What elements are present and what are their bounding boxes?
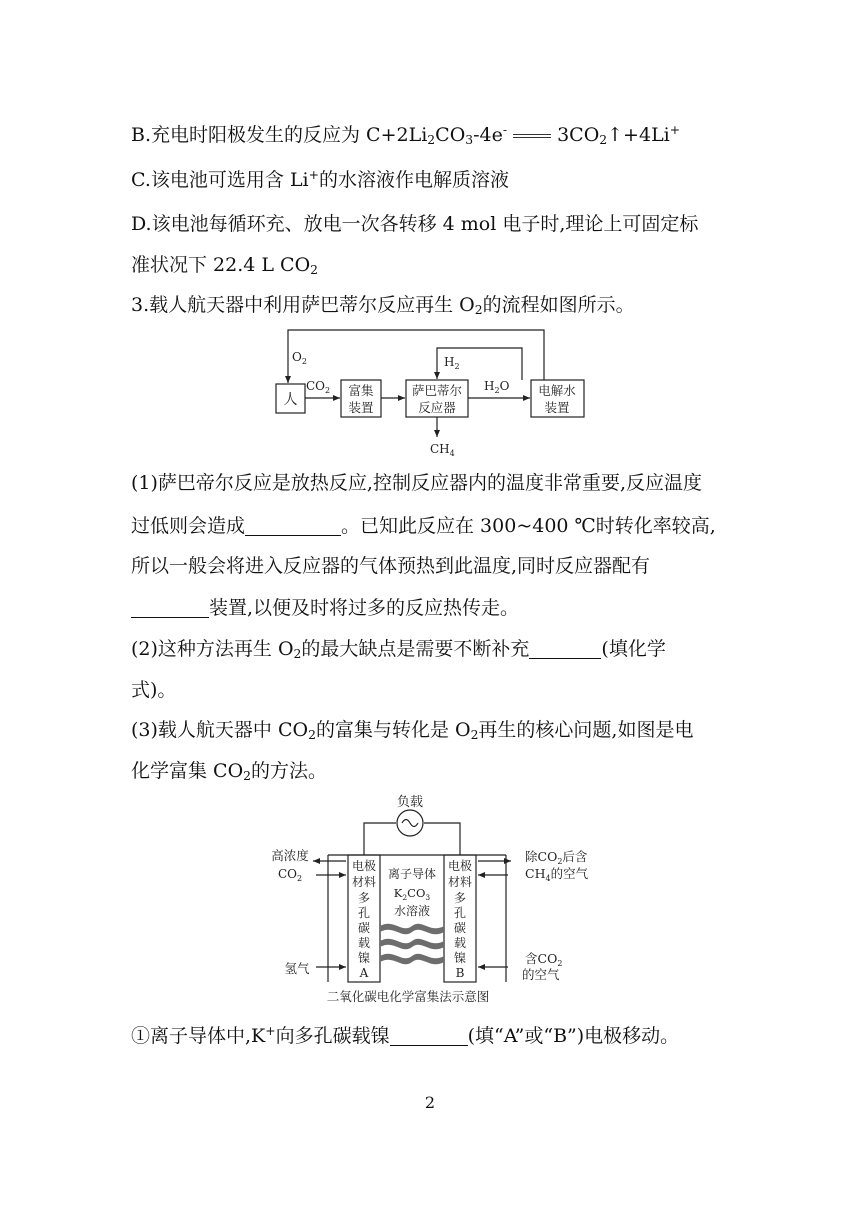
- svg-text:CH4的空气: $CH_4$的空气: [525, 866, 589, 883]
- part-1-line1: (1)萨巴帝尔反应是放热反应,控制反应器内的温度非常重要,反应温度: [131, 472, 702, 494]
- page-number: 2: [424, 1093, 436, 1112]
- option-d-line2: 准状况下 22.4 L $CO_2$: [131, 254, 319, 278]
- svg-text:多: 多: [357, 891, 371, 905]
- svg-text:多: 多: [453, 891, 467, 905]
- svg-text:碳: 碳: [453, 921, 467, 935]
- svg-text:离子导体: 离子导体: [387, 867, 437, 881]
- svg-text:氢气: 氢气: [284, 961, 310, 976]
- svg-text:萨巴蒂尔: 萨巴蒂尔: [411, 383, 463, 398]
- part-2-line1: (2)这种方法再生 $O_2$的最大缺点是需要不断补充 (填化学: [131, 638, 666, 662]
- part-1-line2: 过低则会造成 。已知此反应在 300~400 ℃时转化率较高,: [131, 515, 716, 537]
- svg-text:O2: $O_2$: [292, 350, 307, 366]
- svg-text:的空气: 的空气: [522, 967, 560, 982]
- svg-text:材料: 材料: [351, 875, 377, 889]
- svg-text:载: 载: [357, 936, 371, 950]
- option-c: C.该电池可选用含 Li+的水溶液作电解质溶液: [131, 168, 509, 191]
- svg-text:装置: 装置: [348, 400, 374, 415]
- svg-text:含CO2: 含$CO_2$: [525, 951, 563, 968]
- part-1-line4: 装置,以便及时将过多的反应热传走。: [131, 594, 519, 622]
- svg-text:负载: 负载: [396, 795, 424, 810]
- svg-text:电解水: 电解水: [538, 383, 576, 398]
- subquestion-1: ①离子导体中,K+向多孔碳载镍 (填“A”或“B”)电极移动。: [131, 1024, 680, 1047]
- svg-text:H2O: $H_2O$: [484, 379, 510, 395]
- svg-text:材料: 材料: [447, 875, 473, 889]
- ion-conductor-wavy-layers: [380, 924, 444, 965]
- svg-text:富集: 富集: [348, 383, 374, 398]
- svg-text:反应器: 反应器: [418, 400, 456, 415]
- svg-text:K2CO3: $K_2CO_3$: [393, 886, 431, 902]
- part-2-line2: 式)。: [131, 679, 177, 701]
- svg-text:孔: 孔: [453, 906, 467, 920]
- part-3-line2: 化学富集 $CO_2$的方法。: [131, 760, 328, 784]
- svg-text:高浓度: 高浓度: [271, 848, 309, 863]
- svg-text:二氧化碳电化学富集法示意图: 二氧化碳电化学富集法示意图: [326, 989, 490, 1004]
- part-1-line3: 所以一般会将进入反应器的气体预热到此温度,同时反应器配有: [131, 555, 651, 577]
- svg-text:镍: 镍: [453, 951, 467, 965]
- svg-text:除CO2后含: 除$CO_2$后含: [525, 849, 588, 866]
- svg-text:CH4: $CH_4$: [430, 442, 455, 458]
- svg-text:人: 人: [283, 392, 298, 408]
- svg-text:电极: 电极: [447, 859, 473, 873]
- svg-text:B: B: [455, 966, 465, 980]
- answer-blank-4[interactable]: [390, 1025, 468, 1046]
- svg-text:载: 载: [453, 936, 467, 950]
- circuit-wire: [364, 823, 460, 855]
- svg-text:电极: 电极: [351, 859, 377, 873]
- option-b: B.充电时阳极发生的反应为 $C+2Li_2CO_3-4e^-$ $3CO_2↑+4Li^+$: [131, 123, 681, 148]
- svg-text:CO2: $CO_2$: [306, 379, 331, 395]
- svg-text:碳: 碳: [357, 921, 371, 935]
- svg-text:水溶液: 水溶液: [393, 904, 431, 918]
- question-3-stem: 3.载人航天器中利用萨巴蒂尔反应再生 $O_2$的流程如图所示。: [131, 294, 635, 318]
- svg-text:CO2: $CO_2$: [277, 867, 303, 883]
- part-3-line1: (3)载人航天器中 $CO_2$的富集与转化是 $O_2$再生的核心问题,如图是电: [131, 719, 694, 743]
- svg-text:H2: $H_2$: [444, 355, 460, 371]
- svg-text:装置: 装置: [544, 400, 570, 415]
- svg-text:A: A: [359, 966, 369, 980]
- option-d-line1: D.该电池每循环充、放电一次各转移 4 mol 电子时,理论上可固定标: [131, 213, 699, 235]
- svg-text:镍: 镍: [357, 951, 371, 965]
- svg-text:孔: 孔: [357, 906, 371, 920]
